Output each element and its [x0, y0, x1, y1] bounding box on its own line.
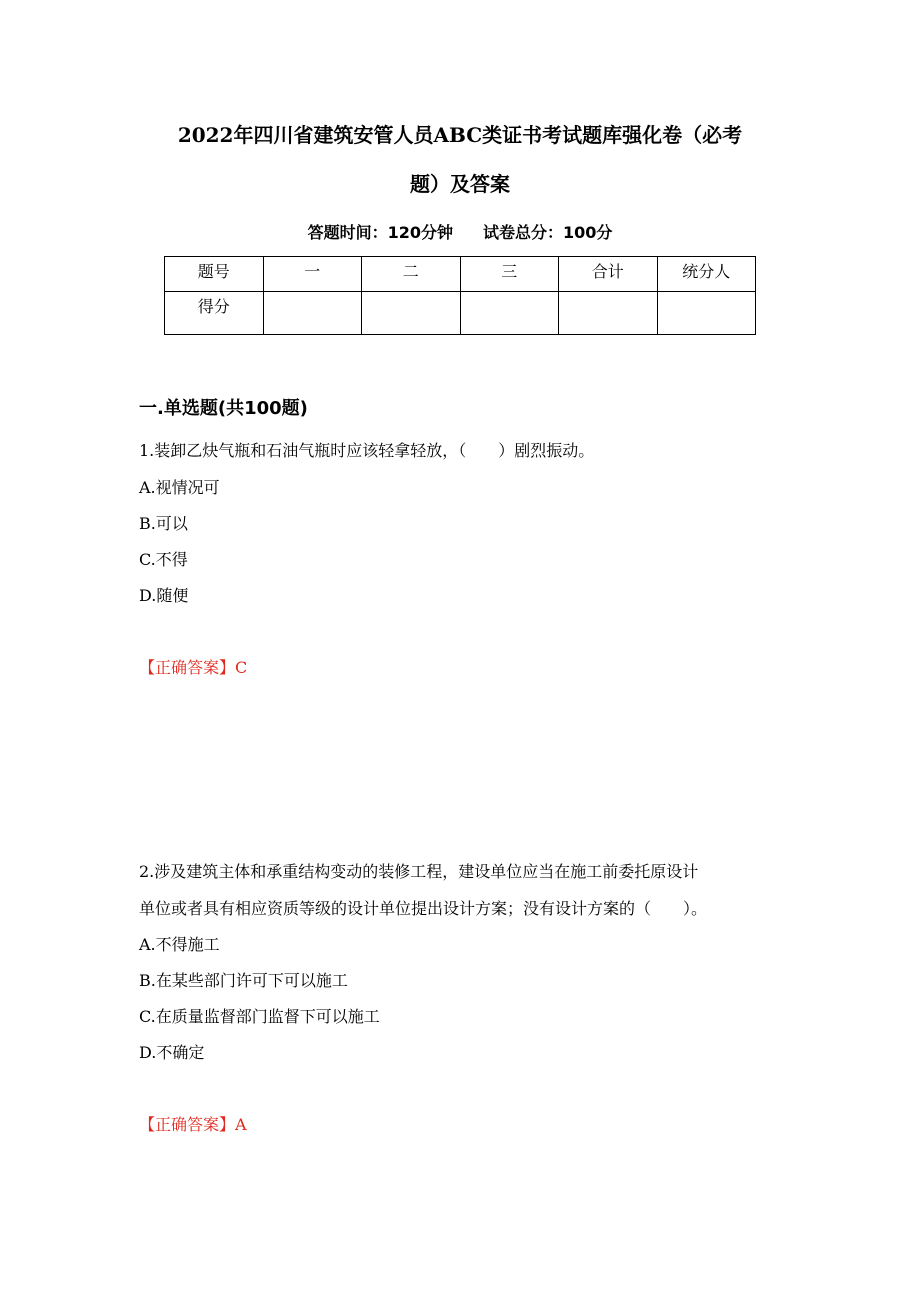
- question-2-stem-line-1: 2.涉及建筑主体和承重结构变动的装修工程，建设单位应当在施工前委托原设计: [139, 862, 699, 881]
- question-2-option-a: A.不得施工: [139, 935, 220, 954]
- header-cell: 合计: [559, 257, 658, 292]
- score-table-header-row: [165, 257, 756, 292]
- score-row-label: 得分: [165, 292, 264, 335]
- header-cell: 二: [362, 257, 461, 292]
- score-cell: [362, 292, 461, 335]
- score-cell: [263, 292, 362, 335]
- question-2-option-c: C.在质量监督部门监督下可以施工: [139, 1007, 380, 1026]
- header-cell: 统分人: [657, 257, 756, 292]
- question-1-option-d: D.随便: [139, 586, 189, 605]
- exam-title-line-2: 题）及答案: [410, 172, 510, 196]
- total-score-label: 试卷总分：100分: [483, 223, 613, 242]
- question-1-option-c: C.不得: [139, 550, 188, 569]
- score-table: [164, 256, 756, 335]
- exam-title-line-1: 2022年四川省建筑安管人员ABC类证书考试题库强化卷（必考: [177, 123, 743, 147]
- score-cell: [657, 292, 756, 335]
- score-cell: [559, 292, 658, 335]
- question-2-option-b: B.在某些部门许可下可以施工: [139, 971, 348, 990]
- time-label: 答题时间：120分钟: [307, 223, 453, 242]
- header-cell: 一: [263, 257, 362, 292]
- question-1-stem: 1.装卸乙炔气瓶和石油气瓶时应该轻拿轻放，（ ）剧烈振动。: [139, 441, 595, 460]
- question-1-answer: 【正确答案】C: [139, 658, 248, 677]
- exam-meta: [120, 222, 800, 244]
- question-2-stem-line-2: 单位或者具有相应资质等级的设计单位提出设计方案；没有设计方案的（ ）。: [139, 899, 708, 918]
- score-table-score-row: [165, 292, 756, 335]
- score-cell: [460, 292, 559, 335]
- question-1-option-a: A.视情况可: [139, 478, 220, 497]
- question-1-option-b: B.可以: [139, 514, 188, 533]
- section-title: 一.单选题(共100题): [139, 398, 308, 419]
- header-cell: 题号: [165, 257, 264, 292]
- question-2-answer: 【正确答案】A: [139, 1115, 247, 1134]
- question-2-option-d: D.不确定: [139, 1043, 205, 1062]
- header-cell: 三: [460, 257, 559, 292]
